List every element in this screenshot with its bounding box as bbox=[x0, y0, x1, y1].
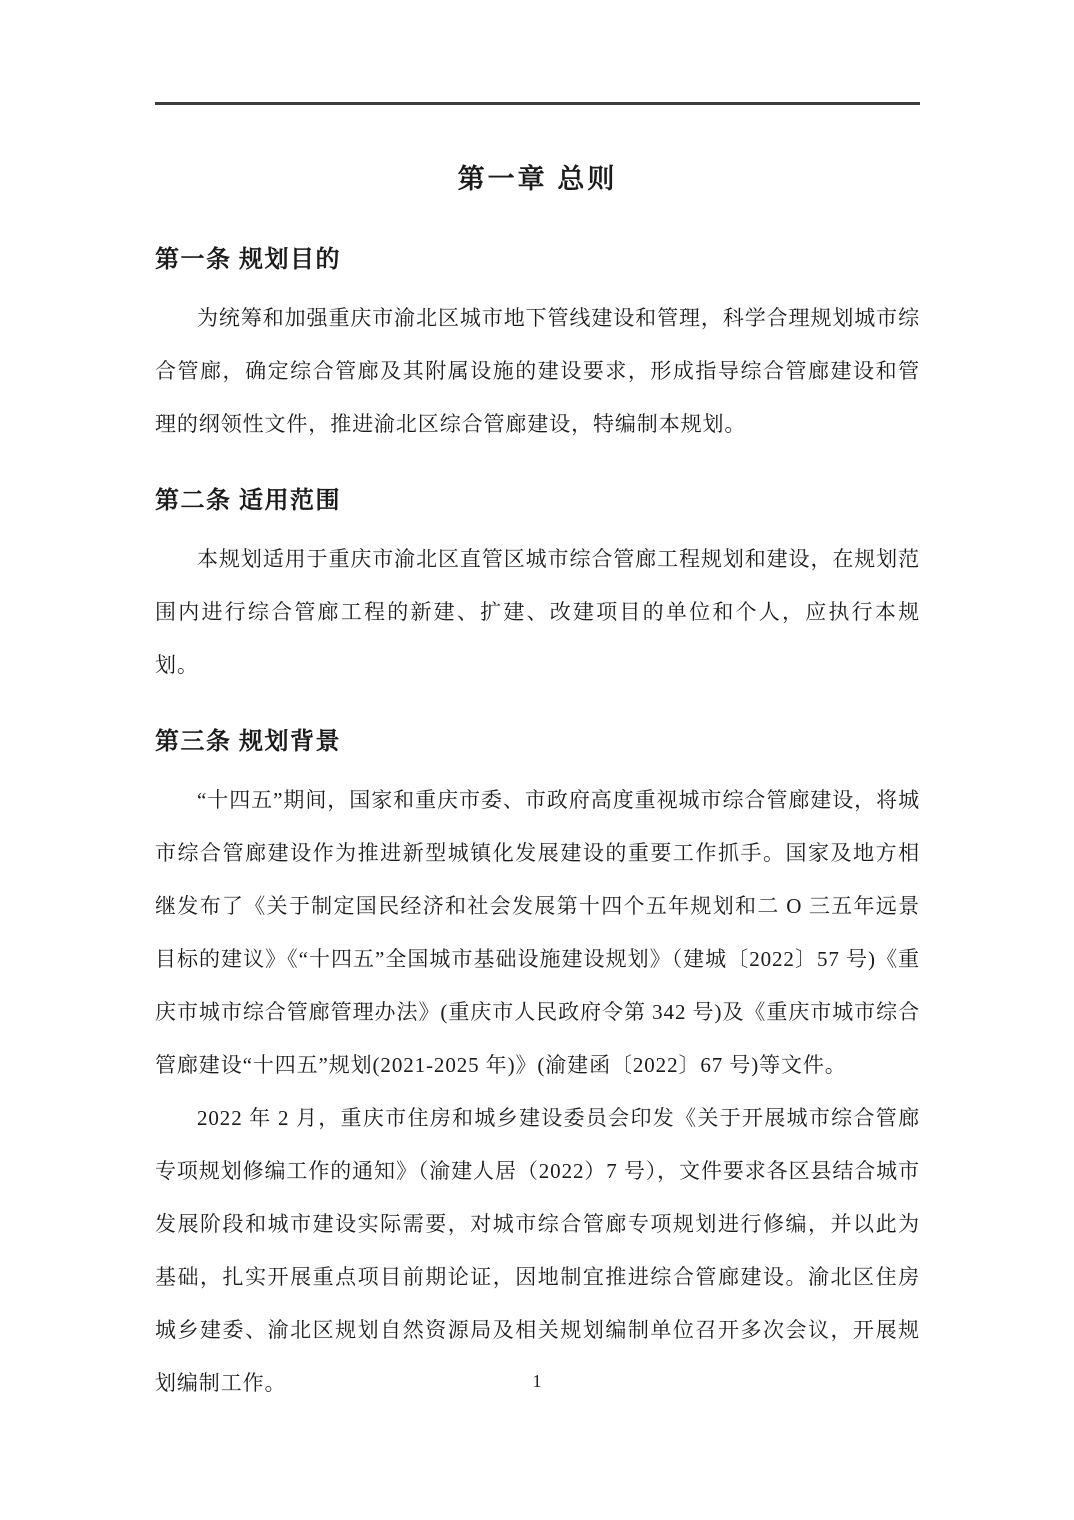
section-1-paragraph-1: 为统筹和加强重庆市渝北区城市地下管线建设和管理，科学合理规划城市综合管廊，确定综合管廊及其附属设施的建设要求，形成指导综合管廊建设和管理的纲领性文件，推进渝北区综合管廊建设，特编制本规划。 bbox=[155, 306, 920, 436]
page-number: 1 bbox=[532, 1371, 542, 1391]
section-3-paragraph-2: 2022 年 2 月，重庆市住房和城乡建设委员会印发《关于开展城市综合管廊专项规划修编工作的通知》（渝建人居（2022）7 号），文件要求各区县结合城市发展阶段和城市建设实际需要，对城市综合管廊专项规划进行修编，并以此为基础，扎实开展重点项目前期论证，因地制宜推进综合管廊建设。渝北区住房城乡建委、渝北区规划自然资源局及相关规划编制单位召开多次会议，开展规划编制工作。 bbox=[155, 1106, 920, 1395]
section-planning-background bbox=[155, 725, 920, 1410]
page-content bbox=[155, 0, 920, 1410]
header-rule bbox=[155, 102, 920, 105]
chapter-title: 第一章 总则 bbox=[457, 164, 618, 194]
section-2-paragraph-1: 本规划适用于重庆市渝北区直管区城市综合管廊工程规划和建设，在规划范围内进行综合管廊工程的新建、扩建、改建项目的单位和个人，应执行本规划。 bbox=[155, 547, 920, 677]
section-1-heading: 第一条 规划目的 bbox=[155, 247, 341, 273]
section-3-paragraph-1: “十四五”期间，国家和重庆市委、市政府高度重视城市综合管廊建设，将城市综合管廊建设作为推进新型城镇化发展建设的重要工作抓手。国家及地方相继发布了《关于制定国民经济和社会发展第十四个五年规划和二 O 三五年远景目标的建议》《“十四五”全国城市基础设施建设规划》（建城〔2022〕57 号)《重庆市城市综合管廊管理办法》(重庆市人民政府令第 342 号)及《重庆市城市综合管廊建设“十四五”规划(2021-2025 年)》(渝建函〔2022〕67 号)等文件。 bbox=[155, 788, 920, 1077]
section-planning-purpose bbox=[155, 243, 920, 451]
section-2-heading: 第二条 适用范围 bbox=[155, 488, 341, 514]
section-3-heading: 第三条 规划背景 bbox=[155, 729, 341, 755]
section-scope-of-application bbox=[155, 484, 920, 692]
